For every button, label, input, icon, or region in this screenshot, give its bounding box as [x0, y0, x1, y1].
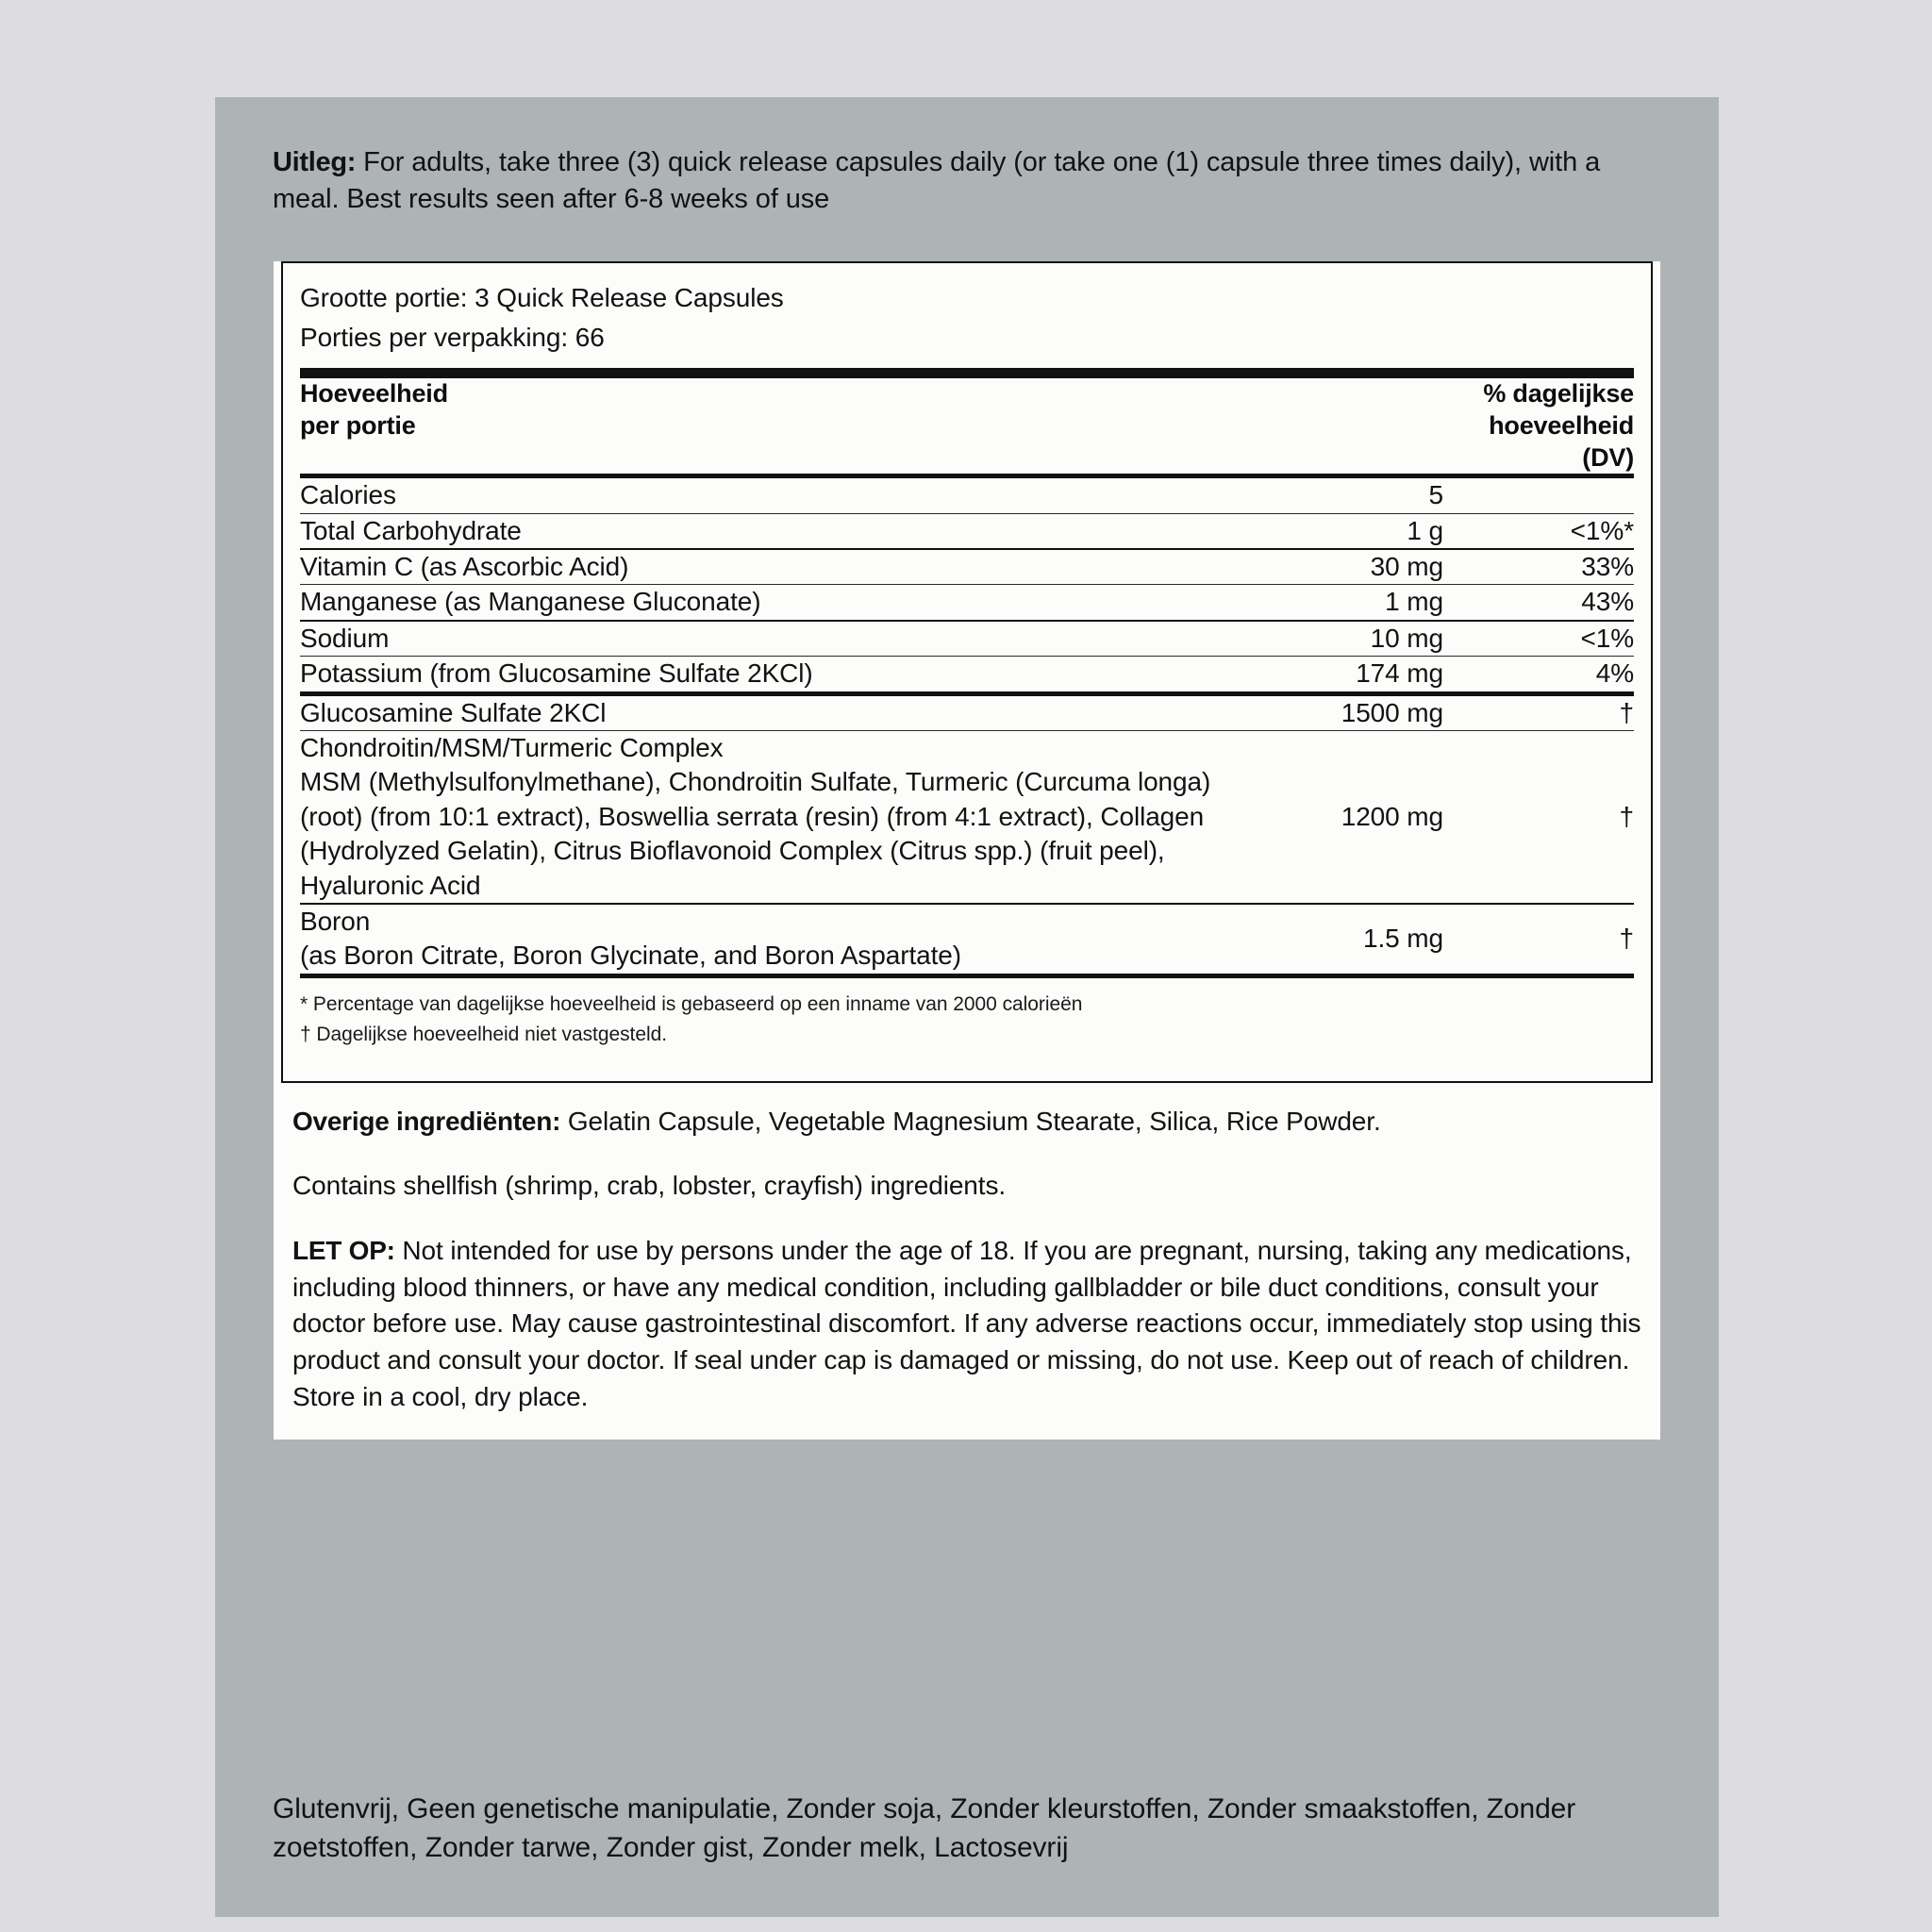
boron-dv: † — [1492, 904, 1634, 974]
warning-text: Not intended for use by persons under the age of 18. If you are pregnant, nursing, taking any medications, including blood thinners, or have any medical condition, including gallbladder or bile duct conditions, consult your doctor before use. May cause gastrointestinal discomfort. If any adverse reactions occur, immediately stop using this product and consult your doctor. If seal under cap is damaged or missing, do not use. Keep out of reach of children. Store in a cool, dry place. — [292, 1236, 1641, 1411]
footnote-asterisk: * Percentage van dagelijkse hoeveelheid is gebaseerd op een inname van 2000 calorieën — [300, 992, 1083, 1015]
header-amount-per-serving: Hoeveelheid per portie — [300, 379, 448, 440]
complex-dv: † — [1492, 730, 1634, 903]
table-row-boron — [300, 904, 1634, 974]
nutrient-name: Manganese (as Manganese Gluconate) — [300, 585, 1275, 621]
table-row — [300, 478, 1634, 513]
boron-amount: 1.5 mg — [1275, 904, 1492, 974]
nutrient-amount: 1500 mg — [1275, 693, 1492, 730]
free-from-claims: Glutenvrij, Geen genetische manipulatie, Zonder soja, Zonder kleurstoffen, Zonder smaakstoffen, Zonder zoetstoffen, Zonder tarwe, Zonder gist, Zonder melk, Lactosevrij — [273, 1793, 1576, 1864]
nutrient-dv: 43% — [1492, 585, 1634, 621]
nutrient-name: Calories — [300, 480, 396, 510]
nutrient-dv: 33% — [1492, 549, 1634, 585]
complex-amount: 1200 mg — [1275, 730, 1492, 903]
serving-size: Grootte portie: 3 Quick Release Capsules — [300, 283, 784, 312]
directions-text — [273, 144, 1659, 219]
nutrient-amount: 30 mg — [1275, 549, 1492, 585]
nutrient-dv: 4% — [1492, 657, 1634, 693]
divider-thick-top — [300, 368, 1634, 378]
supplement-facts-table — [281, 261, 1653, 1083]
warning-label: LET OP: — [292, 1236, 395, 1266]
table-row — [300, 513, 1634, 549]
table-row — [300, 657, 1634, 693]
footnotes — [300, 978, 1634, 1072]
nutrient-amount: 5 — [1428, 480, 1443, 510]
footnote-dagger: † Dagelijkse hoeveelheid niet vastgesteld. — [300, 1024, 667, 1046]
other-ingredients-label: Overige ingrediënten: — [292, 1106, 561, 1136]
other-ingredients — [292, 1104, 1641, 1141]
warning-statement — [292, 1233, 1641, 1415]
directions-label: Uitleg: — [273, 147, 357, 177]
nutrient-name: Sodium — [300, 621, 1275, 657]
nutrient-amount: 1 mg — [1275, 585, 1492, 621]
nutrient-name: Total Carbohydrate — [300, 513, 1275, 549]
nutrient-dv: † — [1492, 693, 1634, 730]
table-row — [300, 585, 1634, 621]
nutrient-amount: 174 mg — [1275, 657, 1492, 693]
table-row — [300, 693, 1634, 730]
nutrient-dv — [1492, 478, 1634, 513]
nutrient-dv: <1%* — [1492, 513, 1634, 549]
directions-body: For adults, take three (3) quick release capsules daily (or take one (1) capsule three times daily), with a meal. Best results seen after 6-8 weeks of use — [273, 147, 1601, 215]
complex-description: Chondroitin/MSM/Turmeric Complex MSM (Methylsulfonylmethane), Chondroitin Sulfate, Turmeric (Curcuma longa) (root) (from 10:1 extract), Boswellia serrata (resin) (from 4:1 extract), Collagen (Hydrolyzed Gelatin), Citrus Bioflavonoid Complex (Citrus spp.) (fruit peel), Hyaluronic Acid — [300, 730, 1275, 903]
table-header-row — [300, 378, 1634, 474]
table-row — [300, 549, 1634, 585]
lower-information — [274, 1083, 1660, 1440]
nutrient-rows — [300, 478, 1634, 973]
table-row — [300, 621, 1634, 657]
nutrient-name: Glucosamine Sulfate 2KCl — [300, 693, 1275, 730]
nutrient-name: Potassium (from Glucosamine Sulfate 2KCl) — [300, 657, 1275, 693]
supplement-facts-card — [274, 261, 1660, 1440]
nutrient-dv: <1% — [1492, 621, 1634, 657]
header-daily-value: % dagelijkse hoeveelheid (DV) — [1483, 379, 1634, 472]
supplement-facts-panel — [215, 97, 1719, 1917]
boron-description: Boron (as Boron Citrate, Boron Glycinate, and Boron Aspartate) — [300, 904, 1275, 974]
nutrient-amount: 1 g — [1275, 513, 1492, 549]
nutrient-table — [300, 378, 1634, 474]
other-ingredients-text: Gelatin Capsule, Vegetable Magnesium Stearate, Silica, Rice Powder. — [567, 1106, 1381, 1136]
nutrient-name: Vitamin C (as Ascorbic Acid) — [300, 549, 1275, 585]
servings-per-container: Porties per verpakking: 66 — [300, 323, 605, 352]
nutrient-amount: 10 mg — [1275, 621, 1492, 657]
table-row-complex — [300, 730, 1634, 903]
allergen-statement: Contains shellfish (shrimp, crab, lobster, crayfish) ingredients. — [292, 1171, 1007, 1201]
